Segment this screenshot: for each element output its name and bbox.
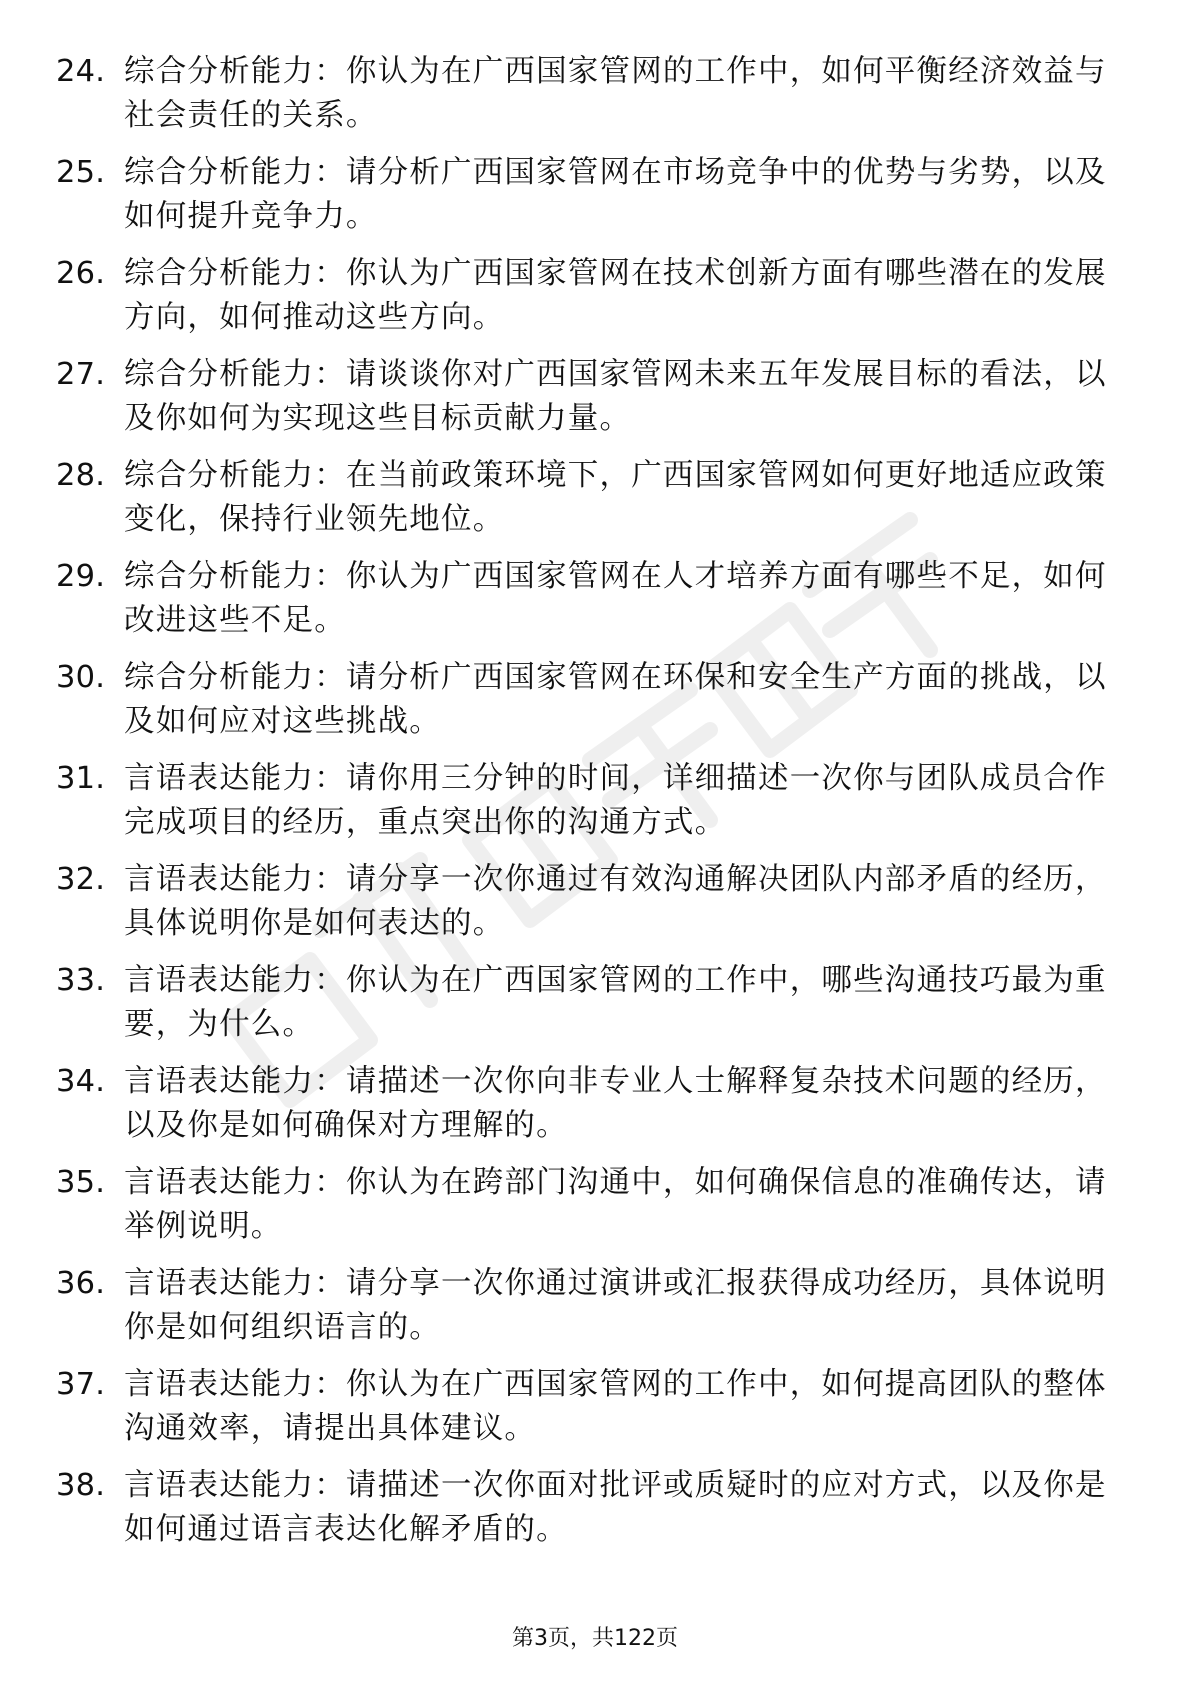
question-number: 30. (56, 660, 106, 695)
question-text: 综合分析能力：请分析广西国家管网在市场竞争中的优势与劣势，以及如何提升竞争力。 (124, 155, 1107, 234)
question-item (0, 353, 1190, 454)
question-item (0, 959, 1190, 1060)
question-text: 综合分析能力：你认为在广西国家管网的工作中，如何平衡经济效益与社会责任的关系。 (124, 54, 1107, 133)
question-text: 言语表达能力：你认为在广西国家管网的工作中，如何提高团队的整体沟通效率，请提出具体建议。 (124, 1367, 1107, 1446)
question-text: 言语表达能力：你认为在跨部门沟通中，如何确保信息的准确传达，请举例说明。 (124, 1165, 1107, 1244)
question-number: 31. (56, 761, 106, 796)
question-item (0, 151, 1190, 252)
question-text: 综合分析能力：你认为广西国家管网在技术创新方面有哪些潜在的发展方向，如何推动这些方向。 (124, 256, 1107, 335)
question-item (0, 1464, 1190, 1565)
question-item (0, 858, 1190, 959)
question-item (0, 1363, 1190, 1464)
question-text: 综合分析能力：请分析广西国家管网在环保和安全生产方面的挑战，以及如何应对这些挑战。 (124, 660, 1107, 739)
question-text: 言语表达能力：请分享一次你通过有效沟通解决团队内部矛盾的经历，具体说明你是如何表达的。 (124, 862, 1107, 941)
question-number: 34. (56, 1064, 106, 1099)
question-number: 33. (56, 963, 106, 998)
question-list (0, 50, 1190, 1565)
question-text: 言语表达能力：请你用三分钟的时间，详细描述一次你与团队成员合作完成项目的经历，重点突出你的沟通方式。 (124, 761, 1107, 840)
question-text: 言语表达能力：请分享一次你通过演讲或汇报获得成功经历，具体说明你是如何组织语言的。 (124, 1266, 1107, 1345)
question-item (0, 1262, 1190, 1363)
question-number: 32. (56, 862, 106, 897)
question-item (0, 1060, 1190, 1161)
question-number: 27. (56, 357, 106, 392)
question-text: 综合分析能力：你认为广西国家管网在人才培养方面有哪些不足，如何改进这些不足。 (124, 559, 1107, 638)
question-item (0, 454, 1190, 555)
question-text: 综合分析能力：在当前政策环境下，广西国家管网如何更好地适应政策变化，保持行业领先地位。 (124, 458, 1107, 537)
question-number: 24. (56, 54, 106, 89)
question-text: 言语表达能力：你认为在广西国家管网的工作中，哪些沟通技巧最为重要，为什么。 (124, 963, 1107, 1042)
question-text: 综合分析能力：请谈谈你对广西国家管网未来五年发展目标的看法，以及你如何为实现这些目标贡献力量。 (124, 357, 1107, 436)
question-number: 26. (56, 256, 106, 291)
question-item (0, 1161, 1190, 1262)
question-number: 35. (56, 1165, 106, 1200)
question-number: 29. (56, 559, 106, 594)
question-number: 38. (56, 1468, 106, 1503)
question-number: 28. (56, 458, 106, 493)
question-number: 37. (56, 1367, 106, 1402)
question-item (0, 757, 1190, 858)
question-text: 言语表达能力：请描述一次你面对批评或质疑时的应对方式，以及你是如何通过语言表达化解矛盾的。 (124, 1468, 1107, 1547)
question-item (0, 252, 1190, 353)
question-item (0, 50, 1190, 151)
question-text: 言语表达能力：请描述一次你向非专业人士解释复杂技术问题的经历，以及你是如何确保对方理解的。 (124, 1064, 1107, 1143)
question-number: 36. (56, 1266, 106, 1301)
page-footer: 第3页，共122页 (512, 1626, 678, 1651)
question-number: 25. (56, 155, 106, 190)
question-item (0, 555, 1190, 656)
question-item (0, 656, 1190, 757)
